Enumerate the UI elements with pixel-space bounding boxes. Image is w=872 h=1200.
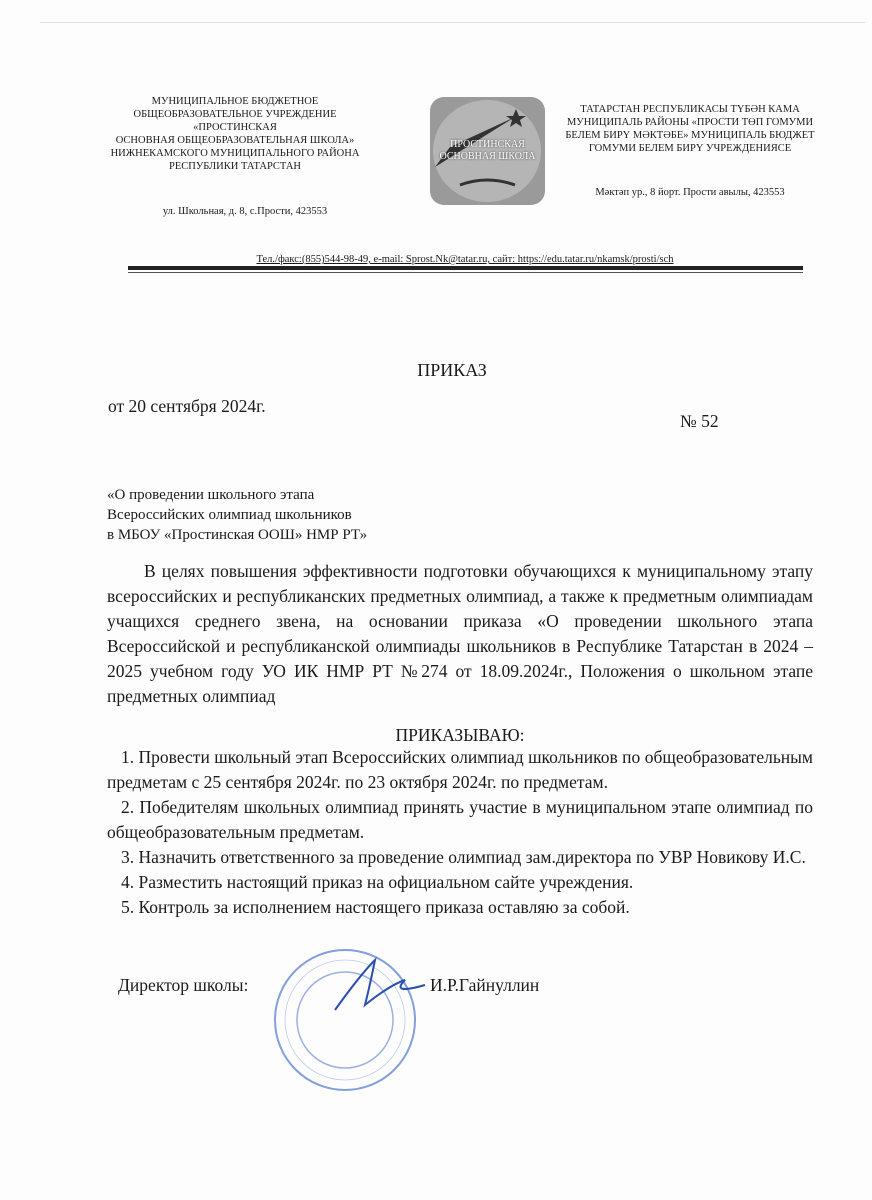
scan-edge [40, 22, 865, 23]
header-rule [128, 266, 803, 270]
org-line: ОБЩЕОБРАЗОВАТЕЛЬНОЕ УЧРЕЖДЕНИЕ «ПРОСТИНСКАЯ [133, 109, 337, 133]
org-line: ОСНОВНАЯ ОБЩЕОБРАЗОВАТЕЛЬНАЯ ШКОЛА» [115, 135, 355, 146]
org-line: ГОМУМИ БЕЛЕМ БИРҮ УЧРЕЖДЕНИЯСЕ [588, 143, 792, 154]
doc-number: № 52 [680, 411, 719, 431]
right-org-block [560, 103, 820, 155]
order-item: 5. Контроль за исполнением настоящего приказа оставляю за собой. [121, 897, 630, 917]
header-rule-thin [128, 272, 803, 273]
org-line: МУНИЦИПАЛЬ РАЙОНЫ «ПРОСТИ ТӨП ГОМУМИ [566, 117, 814, 128]
doc-subject [107, 485, 367, 545]
school-logo [430, 97, 545, 205]
preamble: В целях повышения эффективности подготовки обучающихся к муниципальному этапу всероссийских и республиканских предметных олимпиад, а также к предметным олимпиадам учащихся среднего звена, на основании приказа «О проведении школьного этапа Всероссийской и республиканской олимпиады школьников в Республике Татарстан в 2024 – 2025 учебном году УО ИК НМР РТ №274 от 18.09.2024г., Положения о школьном этапе предметных олимпиад [107, 561, 813, 706]
signer-title: Директор школы: [118, 975, 249, 995]
org-line: МУНИЦИПАЛЬНОЕ БЮДЖЕТНОЕ [151, 96, 319, 107]
org-line: РЕСПУБЛИКИ ТАТАРСТАН [168, 161, 301, 172]
signer-name: И.Р.Гайнуллин [430, 975, 540, 995]
order-item: 2. Победителям школьных олимпиад принять участие в муниципальном этапе олимпиад по общеобразовательным предметам. [107, 797, 813, 842]
doc-body [107, 559, 813, 920]
signature [330, 955, 440, 1015]
doc-date: от 20 сентября 2024г. [108, 396, 266, 416]
subject-line: Всероссийских олимпиад школьников [107, 507, 352, 523]
subject-line: в МБОУ «Простинская ООШ» НМР РТ» [107, 527, 368, 543]
order-item: 3. Назначить ответственного за проведение олимпиад зам.директора по УВР Новикову И.С. [121, 847, 806, 867]
org-line: НИЖНЕКАМСКОГО МУНИЦИПАЛЬНОГО РАЙОНА [110, 148, 360, 159]
contacts-line: Тел./факс:(855)544-98-49, e-mail: Sprost.Nk@tatar.ru, сайт: https://edu.tatar.ru/nkamsk/prosti/sch [256, 254, 674, 265]
right-address: Мәктәп ур., 8 йорт. Прости авылы, 423553 [595, 187, 785, 198]
order-heading: ПРИКАЗЫВАЮ: [395, 725, 525, 745]
subject-line: «О проведении школьного этапа [107, 487, 315, 503]
org-line: БЕЛЕМ БИРҮ МӘКТӘБЕ» МУНИЦИПАЛЬ БЮДЖЕТ [565, 130, 815, 141]
order-item: 1. Провести школьный этап Всероссийских олимпиад школьников по общеобразовательным предметам с 25 сентября 2024г. по 23 октября 2024г. по предметам. [107, 747, 813, 792]
doc-title: ПРИКАЗ [417, 360, 487, 380]
logo-text: ПРОСТИНСКАЯ ОСНОВНАЯ ШКОЛА [439, 139, 536, 162]
left-org-block [100, 95, 370, 173]
order-item: 4. Разместить настоящий приказ на официальном сайте учреждения. [121, 872, 634, 892]
left-address: ул. Школьная, д. 8, с.Прости, 423553 [162, 206, 328, 217]
org-line: ТАТАРСТАН РЕСПУБЛИКАСЫ ТҮБӘН КАМА [580, 104, 800, 115]
